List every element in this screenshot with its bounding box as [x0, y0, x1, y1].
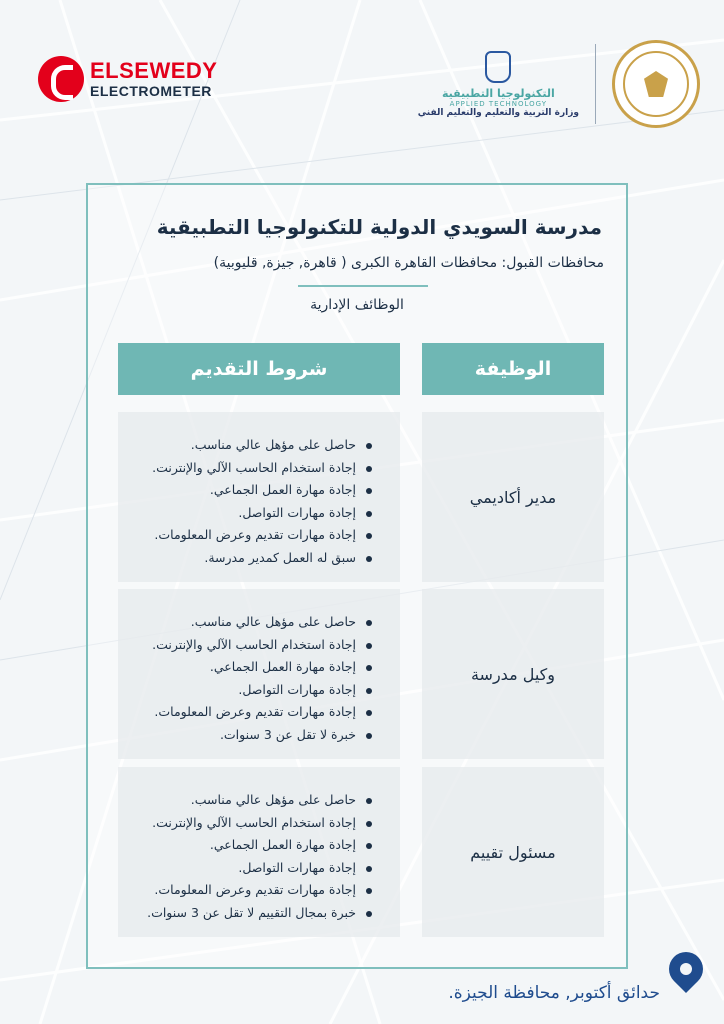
eagle-icon: [644, 71, 668, 97]
requirements-cell: [118, 767, 400, 937]
elsewedy-mark-icon: [38, 56, 84, 102]
elsewedy-logo: [38, 56, 217, 102]
requirements-cell: [118, 589, 400, 759]
ministry-logos: [418, 40, 700, 128]
requirement-item: خبرة لا تقل عن 3 سنوات.: [118, 724, 372, 747]
requirement-item: إجادة مهارات تقديم وعرض المعلومات.: [118, 524, 372, 547]
hand-icon: [485, 51, 511, 83]
requirement-item: إجادة مهارة العمل الجماعي.: [118, 656, 372, 679]
applied-technology-logo: [418, 51, 579, 118]
electrometer-name: ELECTROMETER: [90, 83, 212, 99]
requirement-item: إجادة مهارات تقديم وعرض المعلومات.: [118, 879, 372, 902]
requirement-item: إجادة مهارات التواصل.: [118, 857, 372, 880]
requirement-item: إجادة مهارة العمل الجماعي.: [118, 834, 372, 857]
requirement-item: إجادة مهارات التواصل.: [118, 502, 372, 525]
location: [448, 948, 704, 1008]
job-cell: مسئول تقييم: [422, 767, 604, 937]
requirement-item: إجادة مهارة العمل الجماعي.: [118, 479, 372, 502]
elsewedy-name: ELSEWEDY: [90, 58, 218, 83]
section-title: الوظائف الإدارية: [310, 297, 404, 313]
requirement-item: إجادة استخدام الحاسب الآلي والإنترنت.: [118, 812, 372, 835]
requirement-item: حاصل على مؤهل عالي مناسب.: [118, 789, 372, 812]
school-title: مدرسة السويدي الدولية للتكنولوجيا التطبيقية: [156, 215, 602, 239]
ministry-name: وزارة التربية والتعليم والتعليم الفني: [417, 107, 579, 118]
requirement-item: حاصل على مؤهل عالي مناسب.: [118, 434, 372, 457]
requirement-item: سبق له العمل كمدير مدرسة.: [118, 547, 372, 570]
map-pin-icon: [668, 948, 704, 1008]
requirements-cell: [118, 412, 400, 582]
ministry-seal-icon: [612, 40, 700, 128]
location-text: حدائق أكتوبر, محافظة الجيزة.: [448, 983, 660, 1003]
logo-divider: [595, 44, 596, 124]
requirement-item: إجادة استخدام الحاسب الآلي والإنترنت.: [118, 634, 372, 657]
column-header-requirements: شروط التقديم: [118, 343, 400, 395]
requirement-item: إجادة استخدام الحاسب الآلي والإنترنت.: [118, 457, 372, 480]
requirement-item: إجادة مهارات تقديم وعرض المعلومات.: [118, 701, 372, 724]
title-divider: [298, 285, 428, 287]
requirement-item: حاصل على مؤهل عالي مناسب.: [118, 611, 372, 634]
applied-tech-arabic: التكنولوجيا التطبيقية: [441, 86, 555, 100]
job-cell: مدير أكاديمي: [422, 412, 604, 582]
applied-tech-english: APPLIED TECHNOLOGY: [449, 99, 548, 108]
job-card: [86, 183, 628, 969]
column-header-job: الوظيفة: [422, 343, 604, 395]
job-cell: وكيل مدرسة: [422, 589, 604, 759]
requirement-item: إجادة مهارات التواصل.: [118, 679, 372, 702]
requirement-item: خبرة بمجال التقييم لا تقل عن 3 سنوات.: [118, 902, 372, 925]
admission-governorates: محافظات القبول: محافظات القاهرة الكبرى ( قاهرة, جيزة, قليوبية): [213, 255, 604, 271]
